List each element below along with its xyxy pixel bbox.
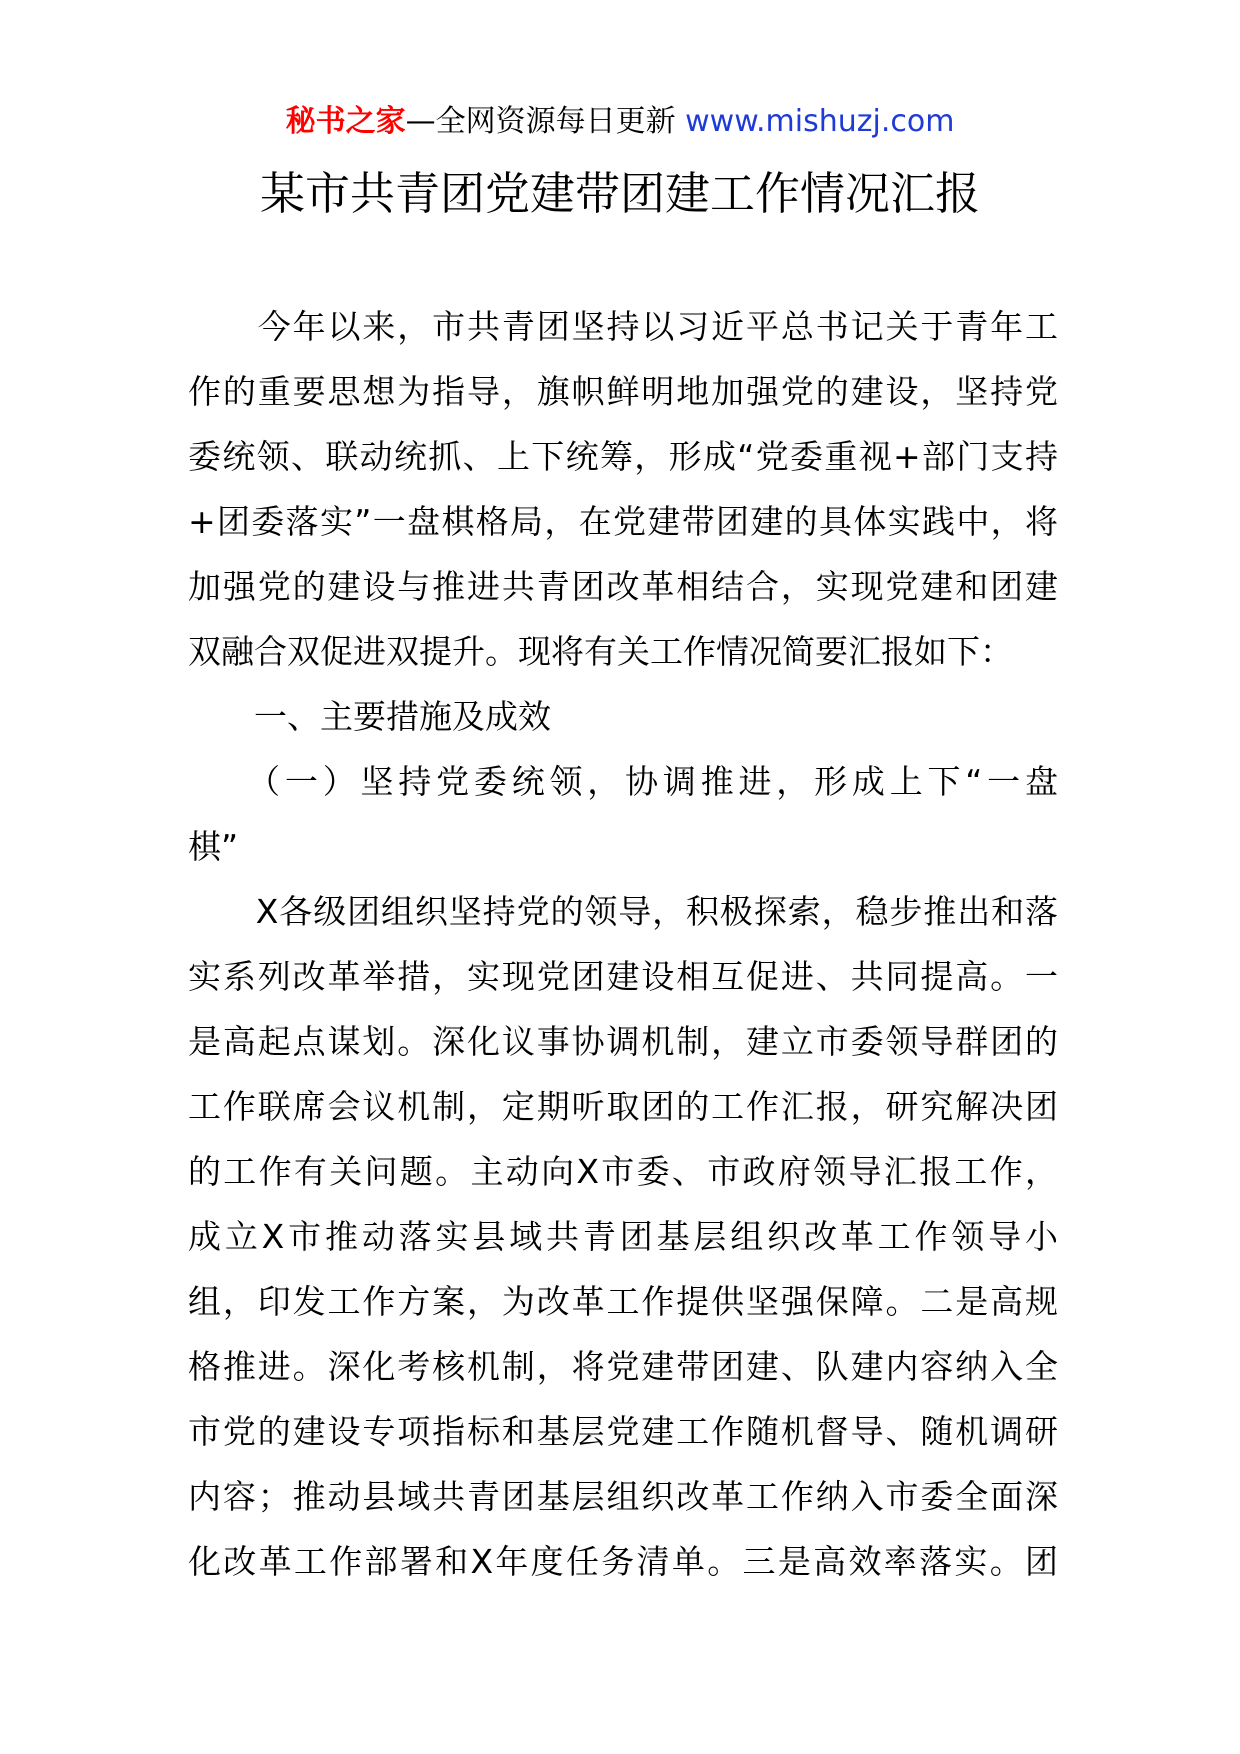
body-line: 是高起点谋划。深化议事协调机制，建立市委领导群团的 — [188, 1022, 1058, 1061]
site-url-link[interactable]: www.mishuzj.com — [685, 104, 955, 139]
body-line: 内容；推动县域共青团基层组织改革工作纳入市委全面深 — [188, 1477, 1058, 1516]
body-line: +团委落实”一盘棋格局，在党建带团建的具体实践中，将 — [188, 502, 1058, 541]
body-line: 作的重要思想为指导，旗帜鲜明地加强党的建设，坚持党 — [188, 372, 1058, 411]
body-line: 成立X市推动落实县域共青团基层组织改革工作领导小 — [188, 1217, 1058, 1256]
brand-name: 秘书之家 — [285, 104, 406, 139]
body-line: 委统领、联动统抓、上下统筹，形成“党委重视+部门支持 — [188, 437, 1058, 476]
document-body — [188, 294, 1058, 1594]
body-line: 市党的建设专项指标和基层党建工作随机督导、随机调研 — [188, 1412, 1058, 1451]
section-heading: 一、主要措施及成效 — [188, 697, 551, 736]
body-line: 化改革工作部署和X年度任务清单。三是高效率落实。团 — [188, 1542, 1058, 1581]
body-line: 的工作有关问题。主动向X市委、市政府领导汇报工作， — [188, 1152, 1058, 1191]
subsection-heading: （一）坚持党委统领，协调推进，形成上下“一盘 — [188, 762, 1058, 801]
banner-tagline: —全网资源每日更新 — [405, 104, 676, 139]
document-title: 某市共青团党建带团建工作情况汇报 — [259, 167, 980, 220]
body-line: 实系列改革举措，实现党团建设相互促进、共同提高。一 — [188, 957, 1058, 996]
body-line: X各级团组织坚持党的领导，积极探索，稳步推出和落 — [188, 892, 1058, 931]
body-line: 工作联席会议机制，定期听取团的工作汇报，研究解决团 — [188, 1087, 1058, 1126]
body-line: 格推进。深化考核机制，将党建带团建、队建内容纳入全 — [188, 1347, 1058, 1386]
body-line: 组，印发工作方案，为改革工作提供坚强保障。二是高规 — [188, 1282, 1058, 1321]
body-line: 今年以来，市共青团坚持以习近平总书记关于青年工 — [188, 307, 1058, 346]
site-banner — [0, 100, 1240, 144]
subsection-heading-cont: 棋” — [188, 827, 239, 866]
body-line: 加强党的建设与推进共青团改革相结合，实现党建和团建 — [188, 567, 1058, 606]
body-line: 双融合双促进双提升。现将有关工作情况简要汇报如下： — [188, 632, 1013, 671]
